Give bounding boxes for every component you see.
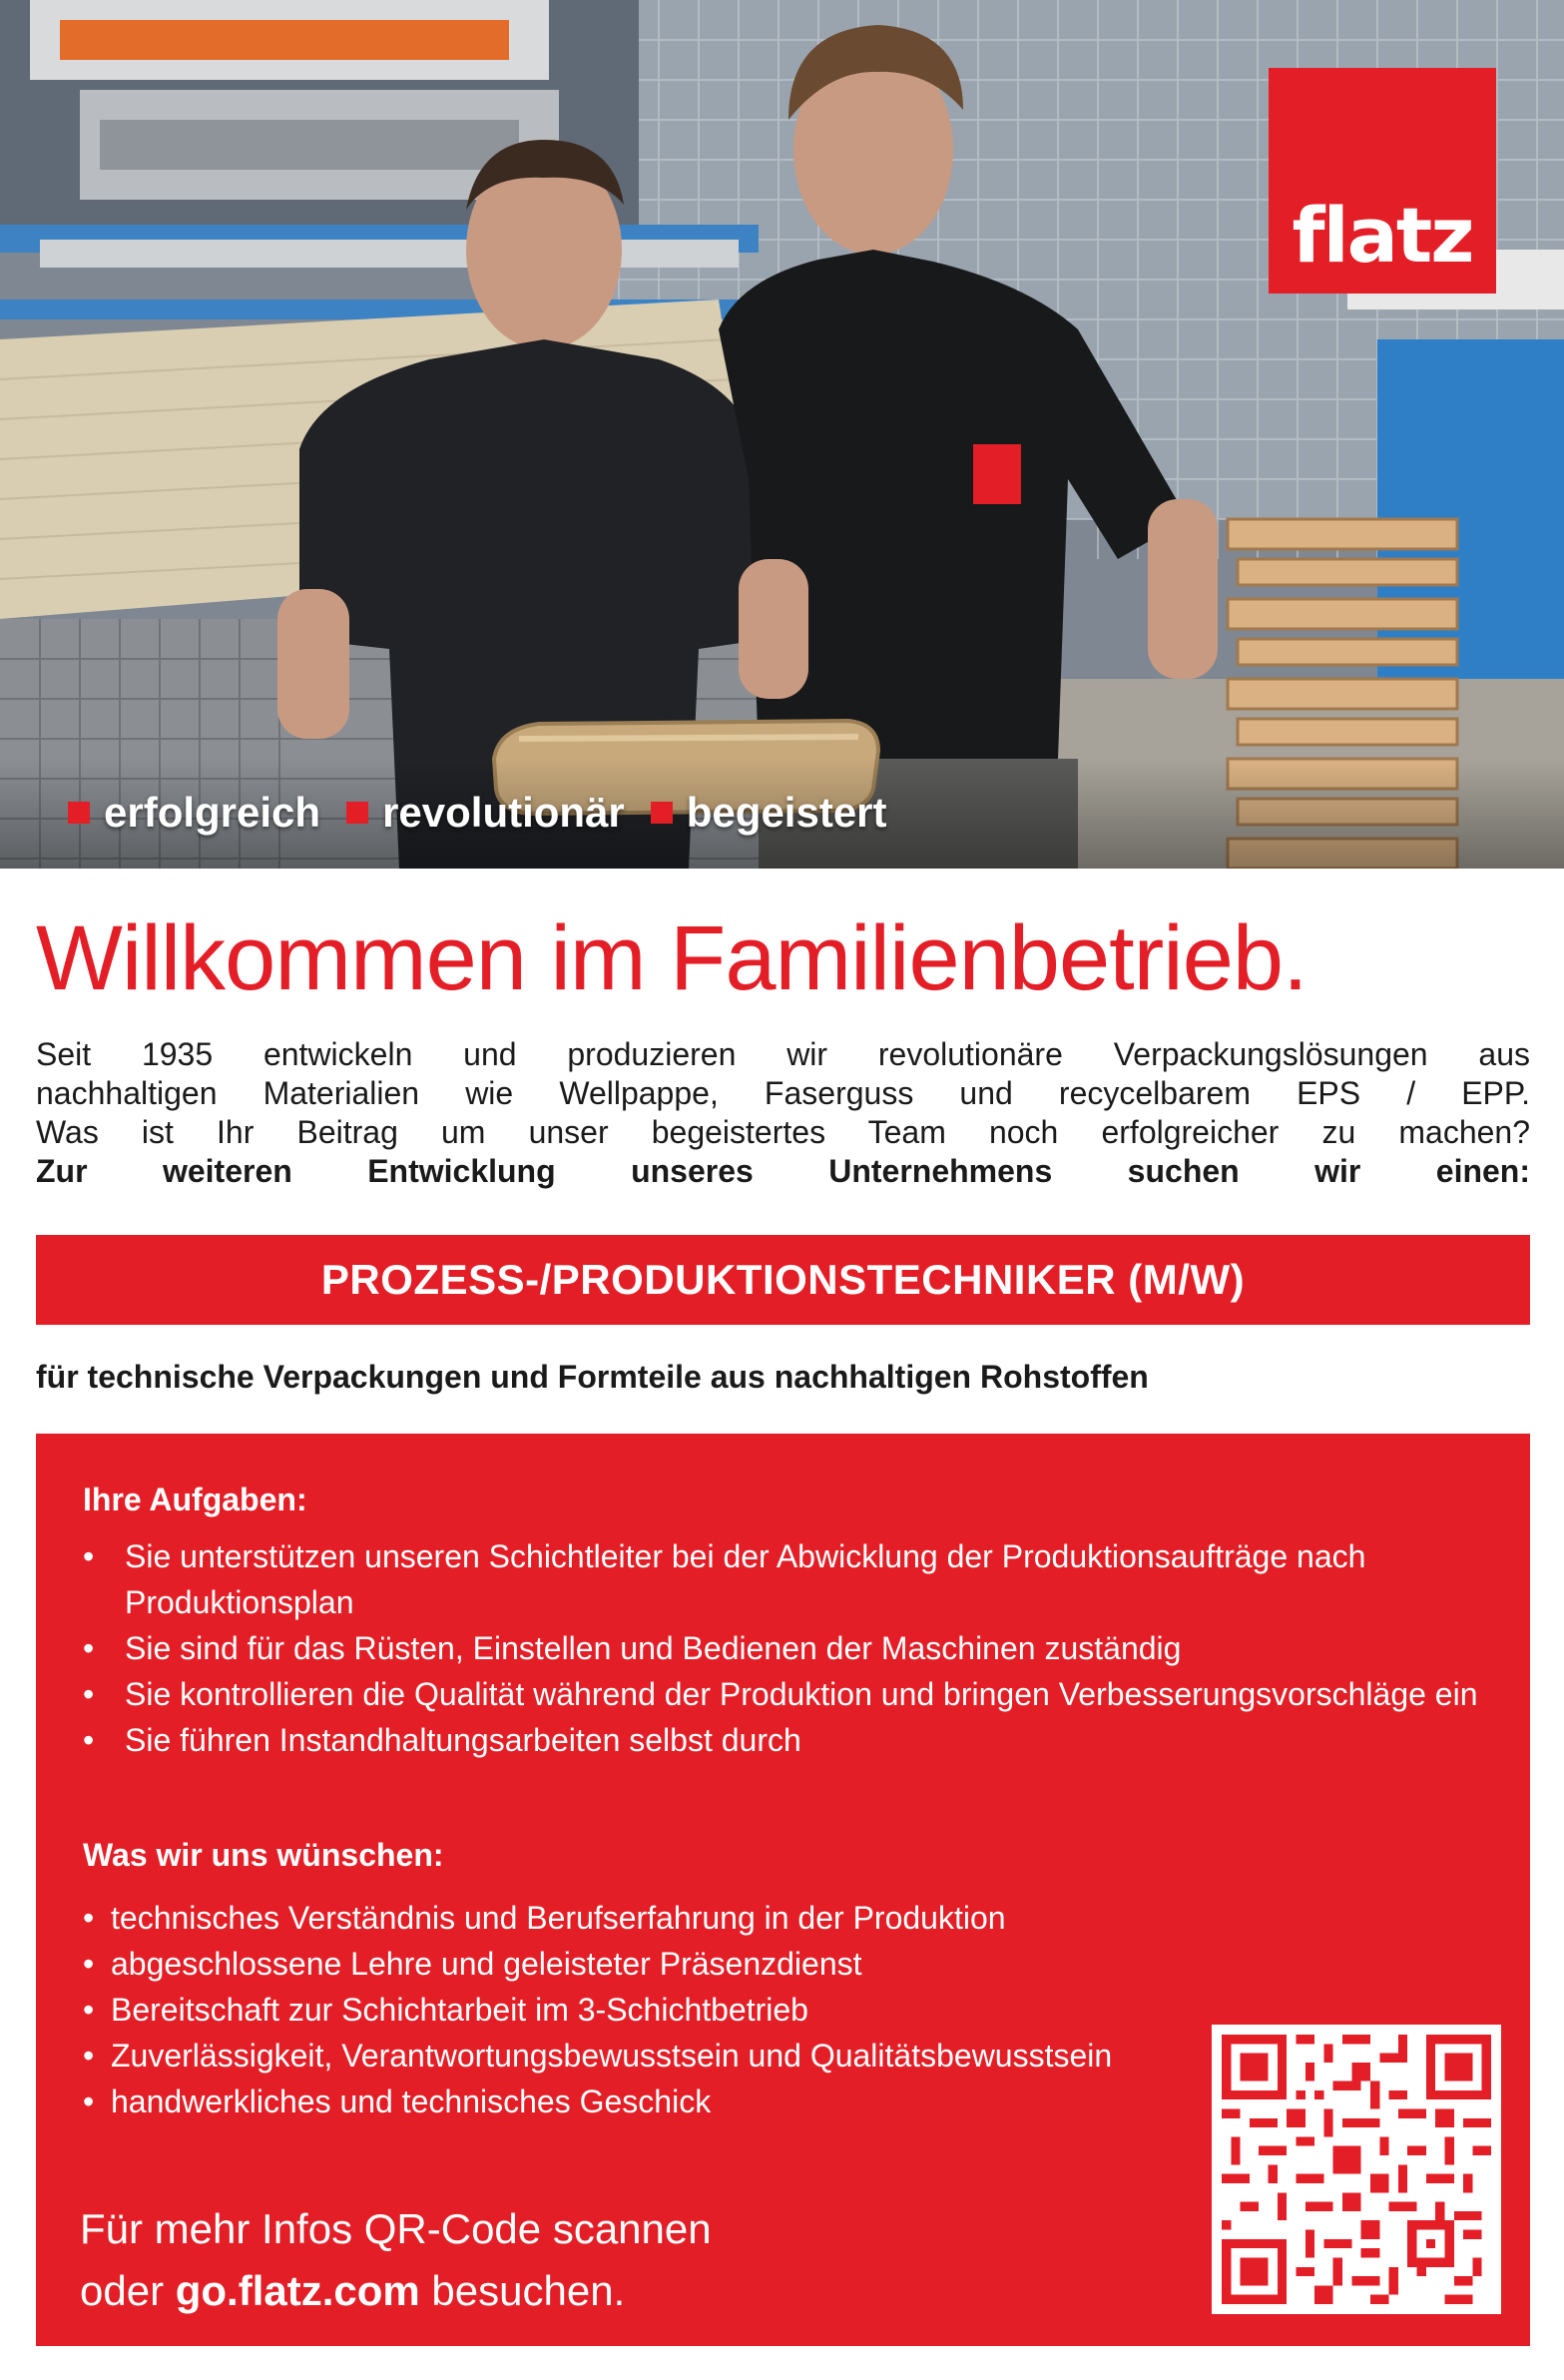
call-to-action [80, 2198, 712, 2322]
qr-code[interactable] [1212, 2025, 1501, 2314]
list-item: • Sie sind für das Rüsten, Einstellen und Bedienen der Maschinen zuständig [83, 1625, 1500, 1671]
tagline-item [651, 789, 887, 837]
job-title-banner [36, 1235, 1530, 1325]
tasks-list [83, 1533, 1500, 1763]
tasks-heading: Ihre Aufgaben: [83, 1482, 307, 1517]
list-item: • handwerkliches und technisches Geschick [83, 2079, 1181, 2124]
tagline-text: revolutionär [382, 789, 625, 836]
cta-line [80, 2260, 712, 2322]
job-details-box [36, 1434, 1530, 2346]
intro-line: Seit 1935 entwickeln und produzieren wir revolutionäre Verpackungslösungen aus [36, 1036, 1530, 1072]
tagline-text: begeistert [686, 789, 887, 836]
intro-line: nachhaltigen Materialien wie Wellpappe, Faserguss und recycelbarem EPS / EPP. [36, 1075, 1530, 1111]
page-headline: Willkommen im Familienbetrieb. [36, 907, 1307, 1009]
wishes-heading: Was wir uns wünschen: [83, 1837, 444, 1873]
list-item: • Bereitschaft zur Schichtarbeit im 3-Schichtbetrieb [83, 1987, 1181, 2033]
hero-photo [0, 0, 1564, 869]
red-square-bullet-icon [68, 802, 90, 824]
red-square-bullet-icon [651, 802, 673, 824]
wishes-list [83, 1895, 1181, 2124]
job-title: PROZESS-/PRODUKTIONSTECHNIKER (M/W) [320, 1256, 1246, 1303]
intro-line: Was ist Ihr Beitrag um unser begeistertes Team noch erfolgreicher zu machen? [36, 1114, 1530, 1150]
tagline-item [346, 789, 625, 837]
cta-prefix: oder [80, 2267, 165, 2314]
logo-text: flatz [1292, 191, 1473, 280]
list-item: • technisches Verständnis und Berufserfahrung in der Produktion [83, 1895, 1181, 1941]
flatz-logo [1269, 68, 1496, 294]
intro-text [36, 1035, 1530, 1191]
qr-code-icon [1222, 2035, 1491, 2304]
list-item: • abgeschlossene Lehre und geleisteter Präsenzdienst [83, 1941, 1181, 1987]
cta-line: Für mehr Infos QR-Code scannen [80, 2205, 712, 2252]
job-subtitle: für technische Verpackungen und Formteile aus nachhaltigen Rohstoffen [36, 1359, 1149, 1395]
website-link[interactable]: go.flatz.com [175, 2267, 420, 2314]
tagline-item [68, 789, 320, 837]
list-item: • Sie führen Instandhaltungsarbeiten selbst durch [83, 1717, 1500, 1763]
search-line: Zur weiteren Entwicklung unseres Unternehmens suchen wir einen: [36, 1153, 1530, 1189]
cta-suffix: besuchen. [431, 2267, 626, 2314]
tagline-text: erfolgreich [104, 789, 321, 836]
list-item: • Zuverlässigkeit, Verantwortungsbewusstsein und Qualitätsbewusstsein [83, 2033, 1181, 2079]
list-item: • Sie kontrollieren die Qualität während der Produktion und bringen Verbesserungsvorschläge ein [83, 1671, 1500, 1717]
red-square-bullet-icon [346, 802, 368, 824]
tagline-row [68, 789, 913, 837]
list-item: • Sie unterstützen unseren Schichtleiter bei der Abwicklung der Produktionsaufträge nach Produktionsplan [83, 1533, 1500, 1625]
